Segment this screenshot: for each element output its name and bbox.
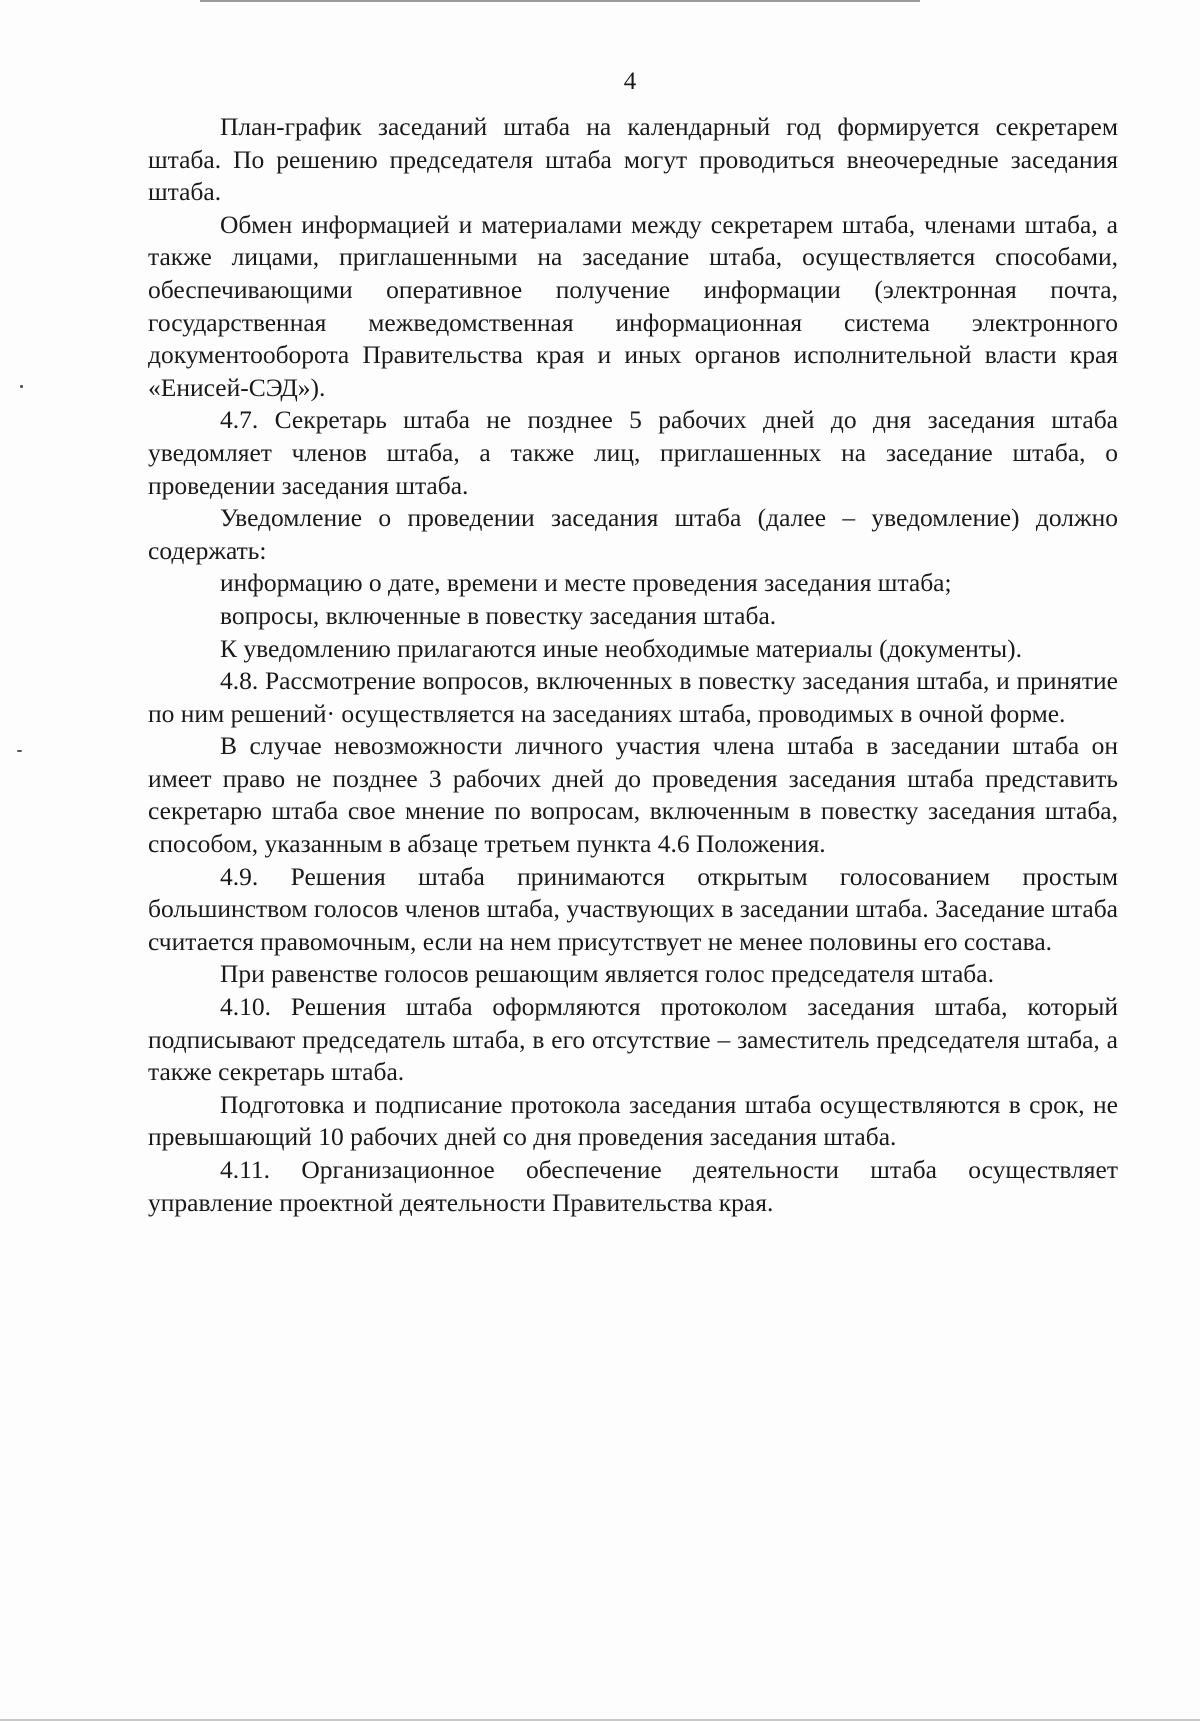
paragraph: Подготовка и подписание протокола заседания штаба осуществляются в срок, не превышающий 10 рабочих дней со дня проведения заседания штаба. xyxy=(148,1089,1118,1152)
margin-dot xyxy=(20,385,23,388)
paragraph: вопросы, включенные в повестку заседания штаба. xyxy=(220,600,777,630)
paragraph: В случае невозможности личного участия члена штаба в заседании штаба он имеет право не позднее 3 рабочих дней до проведения заседания штаба представить секретарю штаба свое мнение по вопросам, включенным в повестку заседания штаба, способом, указанным в абзаце третьем пункта 4.6 Положения. xyxy=(148,731,1118,859)
paragraph: Уведомление о проведении заседания штаба (далее – уведомление) должно содержать: xyxy=(148,503,1118,565)
paragraph-4-10: 4.10. Решения штаба оформляются протоколом заседания штаба, который подписывают председатель штаба, в его отсутствие – заместитель председателя штаба, а также секретарь штаба. xyxy=(148,992,1118,1087)
paragraph-4-8: 4.8. Рассмотрение вопросов, включенных в повестку заседания штаба, и принятие по ним решений· осуществляется на заседаниях штаба, проводимых в очной форме. xyxy=(148,666,1118,728)
paragraph: План-график заседаний штаба на календарный год формируется секретарем штаба. По решению председателя штаба могут проводиться внеочередные заседания штаба. xyxy=(148,112,1118,207)
paragraph: Обмен информацией и материалами между секретарем штаба, членами штаба, а также лицами, приглашенными на заседание штаба, осуществляется способами, обеспечивающими оперативное получение информации (электронная почта, государственная межведомственная информационная система электронного документооборота Правительства края и иных органов исполнительной власти края «Енисей-СЭД»). xyxy=(148,209,1118,402)
margin-dash xyxy=(17,750,22,752)
page-number: 4 xyxy=(623,68,637,95)
paragraph: информацию о дате, времени и месте проведения заседания штаба; xyxy=(220,568,952,598)
paragraph-4-7: 4.7. Секретарь штаба не позднее 5 рабочих дней до дня заседания штаба уведомляет членов штаба, а также лиц, приглашенных на заседание штаба, о проведении заседания штаба. xyxy=(148,405,1118,500)
paragraph: К уведомлению прилагаются иные необходимые материалы (документы). xyxy=(220,633,1022,663)
paragraph: При равенстве голосов решающим является голос председателя штаба. xyxy=(220,959,994,989)
paragraph-4-11: 4.11. Организационное обеспечение деятельности штаба осуществляет управление проектной деятельности Правительства края. xyxy=(148,1155,1118,1217)
scan-edge-top xyxy=(200,0,920,2)
paragraph-4-9: 4.9. Решения штаба принимаются открытым голосованием простым большинством голосов членов штаба, участвующих в заседании штаба. Заседание штаба считается правомочным, если на нем присутствует не менее половины его состава. xyxy=(148,861,1118,956)
document-body xyxy=(148,111,1118,1219)
